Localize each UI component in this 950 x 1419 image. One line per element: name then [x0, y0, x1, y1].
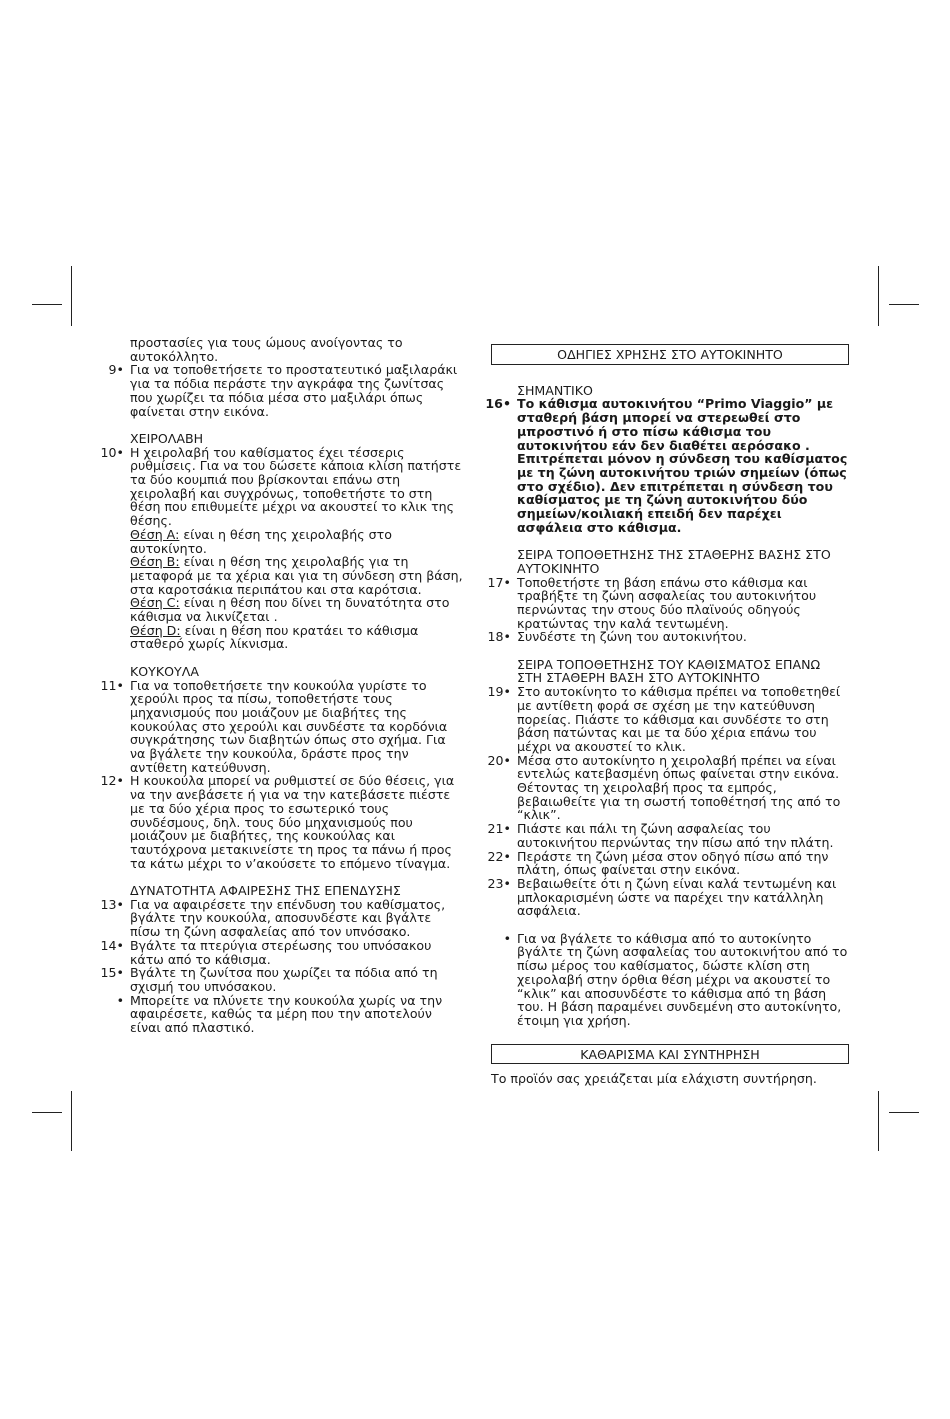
- instruction-item-15: 15• Βγάλτε τη ζωνίτσα που χωρίζει τα πόδια από τη σχισμή του υπνόσακου.: [100, 965, 438, 994]
- crop-mark: [889, 1112, 919, 1113]
- section-heading-seat-installation: ΣΕΙΡΑ ΤΟΠΟΘΕΤΗΣΗΣ ΤΟΥ ΚΑΘΙΣΜΑΤΟΣ ΕΠΑΝΩ ΣΤΗ ΣΤΑΘΕΡΗ ΒΑΣΗ ΣΤΟ ΑΥΤΟΚΙΝΗΤΟ: [517, 656, 821, 686]
- bullet-item-washing: • Μπορείτε να πλύνετε την κουκούλα χωρίς να την αφαιρέσετε, καθώς τα μέρη που την αποτελούν είναι από πλαστικό.: [116, 992, 443, 1036]
- instruction-item-14: 14• Βγάλτε τα πτερύγια στερέωσης του υπνόσακου κάτω από το κάθισμα.: [100, 937, 432, 967]
- crop-mark: [32, 304, 62, 305]
- instruction-item-16: 16• Το κάθισμα αυτοκινήτου “Primo Viaggio” με σταθερή βάση μπορεί να στερεωθεί στο μπροστινό ή στο πίσω κάθισμα του αυτοκινήτου εάν δεν διαθέτει αερόσακο . Επιτρέπεται μόνον η σύνδεση του καθίσματος με τη ζώνη αυτοκινήτου τριών σημείων (όπως στο σχέδιο). Δεν επιτρέπεται η σύνδεση του καθίσματος με τη ζώνη αυτοκινήτου δύο σημείων/κοιλιακή επειδή δεν παρέχει ασφάλεια στο κάθισμα.: [485, 396, 848, 535]
- crop-mark: [889, 304, 919, 305]
- instruction-item-18: 18• Συνδέστε τη ζώνη του αυτοκινήτου.: [487, 629, 747, 645]
- crop-mark: [71, 266, 72, 326]
- section-heading-hood: ΚΟΥΚΟΥΛΑ: [130, 663, 199, 679]
- section-heading-cover-removal: ΔΥΝΑΤΟΤΗΤΑ ΑΦΑΙΡΕΣΗΣ ΤΗΣ ΕΠΕΝΔΥΣΗΣ: [130, 883, 401, 899]
- instruction-item-21: 21• Πιάστε και πάλι τη ζώνη ασφαλείας του αυτοκινήτου περνώντας την πίσω από την πλάτη.: [487, 821, 834, 850]
- instruction-item-13: 13• Για να αφαιρέσετε την επένδυση του καθίσματος, βγάλτε την κουκούλα, αποσυνδέστε και βγάλτε πίσω τη ζώνη ασφαλείας από τον υπνόσακο.: [100, 896, 446, 940]
- maintenance-text: Το προϊόν σας χρειάζεται μία ελάχιστη συντήρηση.: [491, 1071, 817, 1087]
- position-d: Θέση D: είναι η θέση που κρατάει το κάθισμα σταθερό χωρίς λίκνισμα.: [130, 622, 419, 652]
- instruction-item-22: 22• Περάστε τη ζώνη μέσα στον οδηγό πίσω από την πλάτη, όπως φαίνεται στην εικόνα.: [487, 848, 829, 878]
- crop-mark: [71, 1091, 72, 1151]
- continued-text: προστασίες για τους ώμους ανοίγοντας το αυτοκόλλητο.: [130, 335, 403, 364]
- position-b: Θέση B: είναι η θέση της χειρολαβής για τη μεταφορά με τα χέρια και για τη σύνδεση στη βάση, στα καροτσάκια περιπάτου και στα καρότσια.: [130, 554, 463, 597]
- instruction-item-10: 10• Η χειρολαβή του καθίσματος έχει τέσσερις ρυθμίσεις. Για να του δώσετε κάποια κλίση πατήστε τα δύο κουμπιά που βρίσκονται επάνω στη χειρολαβή και συγχρόνως, τοποθετήστε το στη θέση που επιθυμείτε μέχρι να ακουστεί το κλικ της θέσης.: [100, 444, 462, 529]
- instruction-item-19: 19• Στο αυτοκίνητο το κάθισμα πρέπει να τοποθετηθεί με αντίθετη φορά σε σχέση με την κατεύθυνση πορείας. Πιάστε το κάθισμα και συνδέστε το στη βάση πατώντας και με τα δύο χέρια επάνω του μέχρι να ακουστεί το κλικ.: [487, 684, 841, 754]
- instruction-item-23: 23• Βεβαιωθείτε ότι η ζώνη είναι καλά τεντωμένη και μπλοκαρισμένη ώστε να παρέχει την κατάλληλη ασφάλεια.: [487, 875, 837, 919]
- instruction-item-11: 11• Για να τοποθετήσετε την κουκούλα γυρίστε το χερούλι προς τα πίσω, τοποθετήστε τους μηχανισμούς που μοιάζουν με διαβήτες της κουκούλας στο χερούλι και συνδέστε τα κορδόνια συγκράτησης των διαβητών όπως στο σχήμα. Για να βγάλετε την κουκούλα, δράστε προς την αντίθετη κατεύθυνση.: [100, 677, 448, 775]
- instruction-item-17: 17• Τοποθετήστε τη βάση επάνω στο κάθισμα και τραβήξτε τη ζώνη ασφαλείας του αυτοκινήτου περνώντας την στους δύο πλαϊνούς οδηγούς κρατώντας την καλά τεντωμένη.: [487, 574, 817, 631]
- instruction-item-12: 12• Η κουκούλα μπορεί να ρυθμιστεί σε δύο θέσεις, για να την ανεβάσετε ή για να την κατεβάσετε πιέστε με τα δύο χέρια προς το εσωτερικό τους συνδέσμους, δηλ. τους δύο μηχανισμούς που μοιάζουν με διαβήτες, της κουκούλας και ταυτόχρονα μετακινείστε τη προς τα πάνω ή προς τα κάτω μέχρι το ν’ακούσετε το επόμενο τίναγμα.: [100, 773, 455, 871]
- instruction-item-20: 20• Μέσα στο αυτοκίνητο η χειρολαβή πρέπει να είναι εντελώς κατεβασμένη όπως φαίνεται στην εικόνα. Θέτοντας τη χειρολαβή προς τα εμπρός, βεβαιωθείτε για τη σωστή τοποθέτησή της από το “κλικ”.: [487, 752, 841, 823]
- boxed-heading-cleaning: ΚΑΘΑΡΙΣΜΑ ΚΑΙ ΣΥΝΤΗΡΗΣΗ: [491, 1044, 849, 1065]
- position-c: Θέση C: είναι η θέση που δίνει τη δυνατότητα στο κάθισμα να λικνίζεται .: [130, 595, 450, 625]
- instruction-item-9: 9• Για να τοποθετήσετε το προστατευτικό μαξιλαράκι για τα πόδια περάστε την αγκράφα της ζωνίτσας που χωρίζει τα πόδια μέσα στο μαξιλάρι όπως φαίνεται στην εικόνα.: [108, 362, 458, 419]
- section-heading-handle: ΧΕΙΡΟΛΑΒΗ: [130, 430, 204, 446]
- crop-mark: [878, 1091, 879, 1151]
- section-heading-base-installation: ΣΕΙΡΑ ΤΟΠΟΘΕΤΗΣΗΣ ΤΗΣ ΣΤΑΘΕΡΗΣ ΒΑΣΗΣ ΣΤΟ ΑΥΤΟΚΙΝΗΤΟ: [517, 547, 831, 576]
- position-a: Θέση A: είναι η θέση της χειρολαβής στο αυτοκίνητο.: [130, 526, 392, 556]
- section-heading-important: ΣΗΜΑΝΤΙΚΟ: [517, 382, 593, 398]
- boxed-heading-car-instructions: ΟΔΗΓΙΕΣ ΧΡΗΣΗΣ ΣΤΟ ΑΥΤΟΚΙΝΗΤΟ: [491, 344, 849, 365]
- crop-mark: [32, 1112, 62, 1113]
- right-column: [485, 344, 849, 1087]
- crop-mark: [878, 266, 879, 326]
- left-column: [100, 335, 464, 1036]
- bullet-item-seat-removal: • Για να βγάλετε το κάθισμα από το αυτοκίνητο βγάλτε τη ζώνη ασφαλείας του αυτοκινήτου από το πίσω μέρος του καθίσματος, δώστε κλίση στη χειρολαβή στην όρθια θέση μέχρι να ακουστεί το “κλικ” και αποσυνδέστε το κάθισμα από τη βάση του. Η βάση παραμένει συνδεμένη στο αυτοκίνητο, έτοιμη για χρήση.: [503, 930, 848, 1028]
